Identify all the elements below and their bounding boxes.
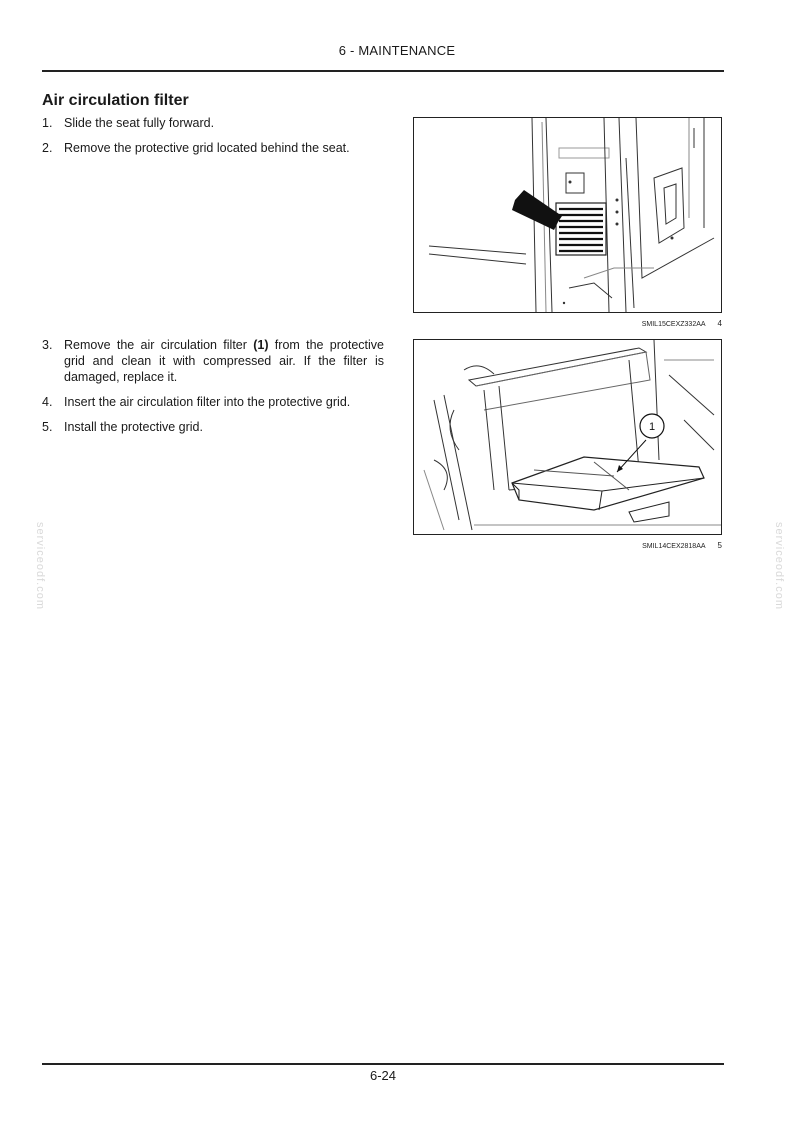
header-rule bbox=[42, 70, 724, 72]
step-text-part: from the protective grid and clean it with compressed air. If the filter is damaged, replace it. bbox=[64, 338, 384, 384]
step-number: 4. bbox=[42, 395, 53, 409]
step-item bbox=[42, 419, 384, 435]
figure-caption bbox=[413, 319, 722, 328]
figure-number: 5 bbox=[717, 541, 722, 550]
steps-list-second bbox=[42, 337, 384, 444]
figure-code: SMIL14CEX2818AA bbox=[642, 543, 706, 550]
filter-cartridge bbox=[512, 457, 704, 522]
air-filter-illustration bbox=[414, 340, 721, 534]
figure-caption bbox=[413, 541, 722, 550]
callout-reference: (1) bbox=[253, 338, 269, 352]
cab-grid-illustration bbox=[414, 118, 721, 312]
grid-panel bbox=[556, 203, 606, 255]
steps-list-first bbox=[42, 115, 384, 165]
step-item bbox=[42, 337, 384, 385]
figure-seat-grid bbox=[413, 117, 722, 313]
callout-number: 1 bbox=[648, 421, 656, 433]
step-text: Remove the protective grid located behind the seat. bbox=[64, 141, 350, 155]
step-item bbox=[42, 140, 384, 156]
footer-rule bbox=[42, 1063, 724, 1065]
step-number: 3. bbox=[42, 338, 53, 352]
figure-air-filter bbox=[413, 339, 722, 535]
step-number: 1. bbox=[42, 116, 53, 130]
step-text bbox=[64, 337, 384, 385]
step-item bbox=[42, 394, 384, 410]
arrow-indicator bbox=[512, 190, 562, 230]
watermark-right: serviceodf.com bbox=[772, 522, 785, 610]
page-number: 6-24 bbox=[369, 1068, 397, 1083]
step-text: Insert the air circulation filter into the protective grid. bbox=[64, 395, 351, 409]
step-number: 5. bbox=[42, 420, 53, 434]
step-text: Install the protective grid. bbox=[64, 420, 203, 434]
figure-number: 4 bbox=[717, 319, 722, 328]
page-header: 6 - MAINTENANCE bbox=[338, 43, 456, 58]
step-item bbox=[42, 115, 384, 131]
watermark-left: serviceodf.com bbox=[33, 522, 46, 610]
step-text: Slide the seat fully forward. bbox=[64, 116, 215, 130]
section-title: Air circulation filter bbox=[42, 92, 189, 109]
step-text-part: Remove the air circulation filter bbox=[64, 338, 254, 352]
figure-code: SMIL15CEXZ332AA bbox=[641, 321, 706, 328]
step-number: 2. bbox=[42, 141, 53, 155]
